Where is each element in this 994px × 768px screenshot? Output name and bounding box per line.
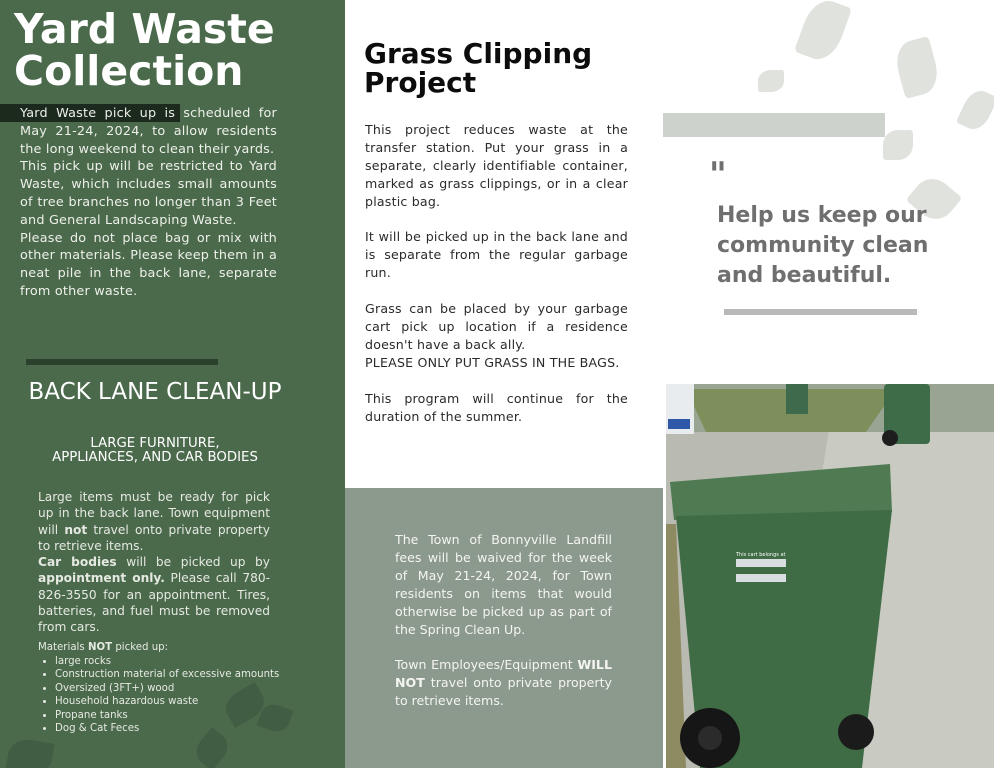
landfill-notice-text bbox=[395, 531, 612, 710]
section-divider bbox=[26, 359, 218, 365]
emphasis: WILL NOT bbox=[395, 657, 612, 691]
list-item: • Construction material of excessive amounts bbox=[55, 668, 289, 681]
green-cart-photo bbox=[666, 384, 994, 768]
grass-title-line-1: Grass Clipping bbox=[364, 37, 593, 70]
spacer bbox=[365, 372, 628, 390]
branch-decoration bbox=[883, 130, 913, 160]
intro-text bbox=[20, 105, 277, 301]
spacer bbox=[365, 211, 628, 229]
grass-title bbox=[364, 39, 654, 97]
cart-label: This cart belongs at bbox=[736, 552, 786, 558]
spacer bbox=[395, 638, 612, 656]
text-run: Materials bbox=[38, 642, 88, 653]
grass-paragraph: This program will continue for the duration of the summer. bbox=[365, 390, 628, 424]
page-title bbox=[14, 5, 334, 95]
text-run: Large items must be ready for pick up in the back lane. Town equipment will bbox=[38, 490, 270, 537]
intro-paragraph: Yard Waste pick up is scheduled for May 21-24, 2024, to allow residents the long weekend to clean their yards. bbox=[20, 106, 277, 157]
materials-list bbox=[38, 655, 289, 735]
grass-title-line-2: Project bbox=[364, 66, 477, 99]
grass-paragraph: PLEASE ONLY PUT GRASS IN THE BAGS. bbox=[365, 354, 620, 370]
grass-body bbox=[365, 121, 628, 425]
landfill-notice-box bbox=[345, 488, 663, 768]
grass-paragraph: This project reduces waste at the transfer station. Put your grass in a separate, clearly identifiable container, marked as grass clippings, or in a clear plastic bag. bbox=[365, 122, 628, 209]
cart-illustration bbox=[666, 384, 994, 768]
branch-decoration bbox=[956, 86, 994, 134]
notice-paragraph bbox=[395, 656, 612, 710]
text-run: Please call 780-826-3550 for an appointment. Tires, batteries, and fuel must be removed from cars. bbox=[38, 571, 270, 635]
yard-waste-panel bbox=[0, 0, 345, 768]
emphasis: NOT bbox=[87, 642, 113, 653]
branch-decoration bbox=[892, 36, 943, 99]
intro-paragraph: This pick up will be restricted to Yard Waste, which includes small amounts of tree branches no longer than 3 Feet and General Landscaping Waste. bbox=[20, 159, 277, 228]
emphasis: not bbox=[64, 522, 88, 537]
intro-paragraph: Please do not place bag or mix with other materials. Please keep them in a neat pile in the back lane, separate from other waste. bbox=[20, 230, 277, 299]
list-item: • large rocks bbox=[55, 655, 289, 668]
text-run: Town Employees/Equipment bbox=[395, 657, 578, 673]
spacer bbox=[365, 282, 628, 300]
branch-decoration bbox=[794, 0, 852, 65]
leaf-decoration bbox=[5, 736, 54, 768]
text-run: will be picked up by bbox=[116, 555, 270, 570]
notice-paragraph: The Town of Bonnyville Landfill fees will be waived for the week of May 21-24, 2024, for Town residents on items that would otherwise be picked up as part of the Spring Clean Up. bbox=[395, 532, 612, 637]
car-bodies-paragraph bbox=[38, 554, 270, 635]
title-line-2: Collection bbox=[14, 47, 244, 95]
large-items-text bbox=[38, 489, 270, 636]
text-run: picked up: bbox=[112, 642, 169, 653]
emphasis: appointment only. bbox=[38, 571, 165, 586]
emphasis: Car bodies bbox=[38, 555, 117, 570]
list-item: • Household hazardous waste bbox=[55, 695, 289, 708]
back-lane-heading: BACK LANE CLEAN-UP bbox=[28, 379, 282, 405]
materials-heading bbox=[38, 642, 168, 653]
list-item: • Dog & Cat Feces bbox=[55, 722, 289, 735]
large-items-paragraph bbox=[38, 489, 270, 554]
grass-paragraph: Grass can be placed by your garbage cart pick up location if a residence doesn't have a back ally. bbox=[365, 301, 628, 352]
list-item: • Propane tanks bbox=[55, 709, 289, 722]
grass-paragraph: It will be picked up in the back lane and is separate from the regular garbage run. bbox=[365, 229, 628, 281]
text-run: travel onto private property to retrieve items. bbox=[38, 522, 270, 553]
quote-text: Help us keep our community clean and beautiful. bbox=[717, 203, 929, 288]
title-line-1: Yard Waste bbox=[14, 5, 275, 53]
branch-decoration bbox=[758, 70, 784, 92]
large-items-subheading: LARGE FURNITURE, APPLIANCES, AND CAR BODIES bbox=[52, 436, 258, 465]
quote-mark: " bbox=[709, 155, 727, 195]
quote-panel bbox=[663, 0, 994, 768]
text-run: travel onto private property to retrieve items. bbox=[395, 675, 612, 709]
list-item: • Oversized (3FT+) wood bbox=[55, 682, 289, 695]
quote-top-bar bbox=[663, 113, 885, 137]
quote-bottom-bar bbox=[724, 309, 917, 315]
